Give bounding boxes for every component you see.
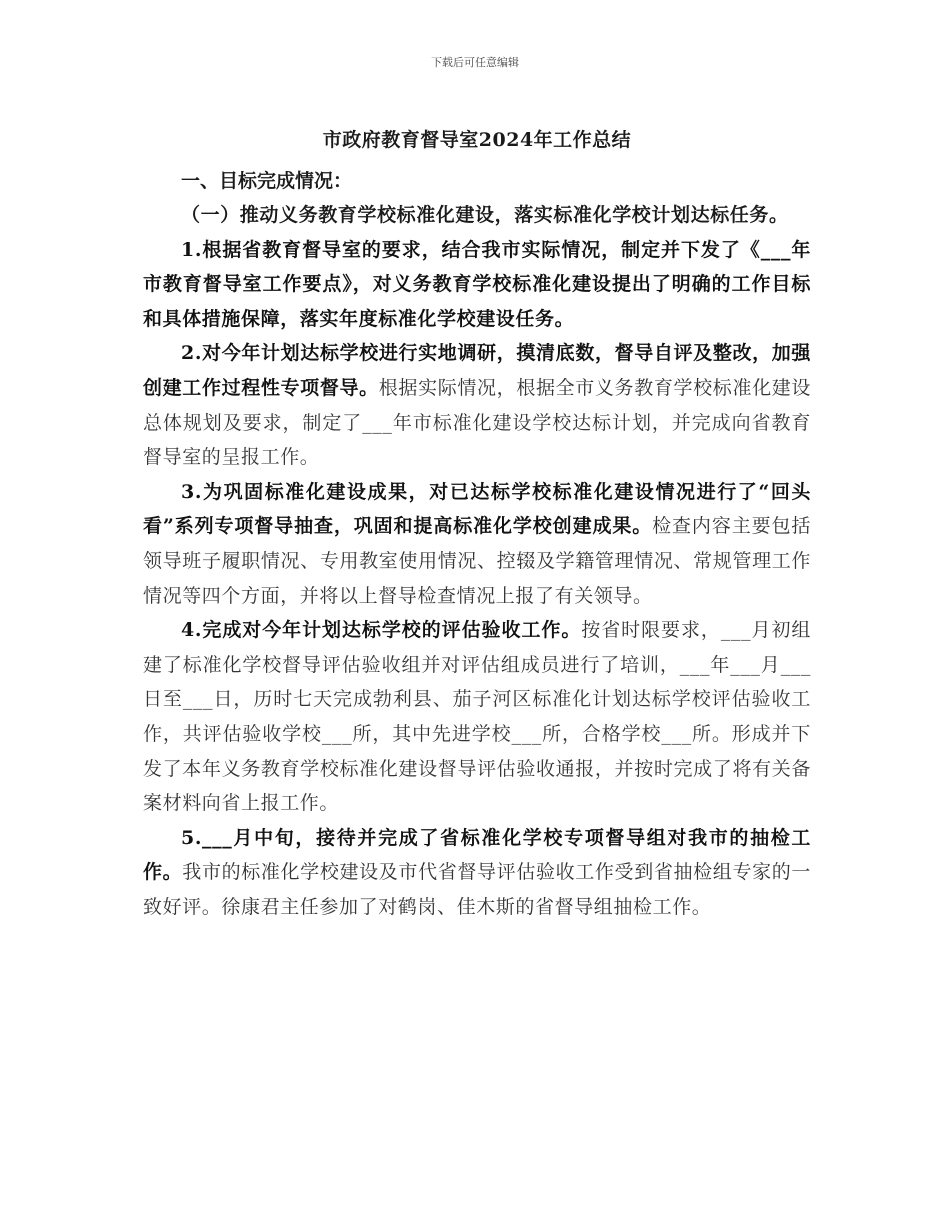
section-heading-1: 一、目标完成情况： — [181, 170, 353, 192]
item-3-rest: 检查内容主要包括领导班子履职情况、专用教室使用情况、控辍及学籍管理情况、常规管理工作情况等四个方面，并将以上督导检查情况上报了有关领导。 — [143, 515, 811, 607]
item-4-rest: 按省时限要求，___月初组建了标准化学校督导评估验收组并对评估组成员进行了培训，___年___月___日至___日，历时七天完成勃利县、茄子河区标准化计划达标学校评估验收工作，共评估验收学校___所，其中先进学校___所，合格学校___所。形成并下发了本年义务教育学校标准化建设督导评估验收通报，并按时完成了将有关备案材料向省上报工作。 — [143, 619, 811, 815]
paragraph-item-5 — [143, 821, 811, 925]
paragraph-item-1 — [143, 233, 811, 337]
item-5-rest: 我市的标准化学校建设及市代省督导评估验收工作受到省抽检组专家的一致好评。徐康君主任参加了对鹤岗、佳木斯的省督导组抽检工作。 — [143, 861, 811, 918]
item-4-lead: 4.完成对今年计划达标学校的评估验收工作。 — [181, 619, 582, 642]
item-3-lead: 3.为巩固标准化建设成果，对已达标学校标准化建设情况进行了“回头看”系列专项督导抽查，巩固和提高标准化学校创建成果。 — [143, 480, 811, 538]
document-body — [143, 118, 811, 924]
subsection-heading-1: （一）推动义务教育学校标准化建设，落实标准化学校计划达标任务。 — [181, 204, 789, 226]
paragraph-item-4 — [143, 613, 811, 821]
item-5-lead: 5.___月中旬，接待并完成了省标准化学校专项督导组对我市的抽检工作。 — [143, 826, 811, 884]
item-2-lead: 2.对今年计划达标学校进行实地调研，摸清底数，督导自评及整改，加强创建工作过程性专项督导。 — [143, 342, 811, 399]
item-2-rest: 根据实际情况，根据全市义务教育学校标准化建设总体规划及要求，制定了___年市标准化建设学校达标计划，并完成向省教育督导室的呈报工作。 — [143, 376, 811, 469]
document-title: 市政府教育督导室2024年工作总结 — [322, 129, 632, 151]
paragraph-item-3 — [143, 475, 811, 613]
item-1-lead: 1.根据省教育督导室的要求，结合我市实际情况，制定并下发了《___年市教育督导室工作要点》，对义务教育学校标准化建设提出了明确的工作目标和具体措施保障，落实年度标准化学校建设任务。 — [143, 238, 811, 330]
header-note: 下载后可任意编辑 — [431, 56, 519, 69]
paragraph-item-2 — [143, 336, 811, 474]
